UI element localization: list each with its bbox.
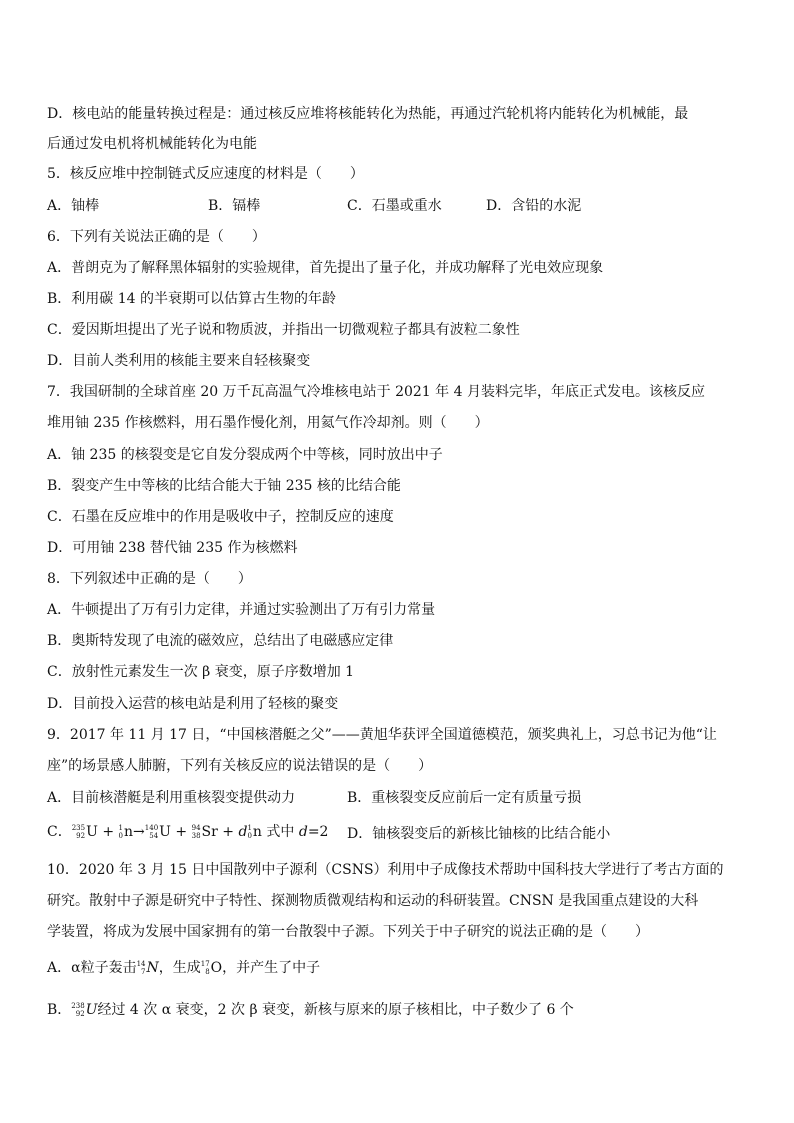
n14-scripts: 14 7 <box>136 960 146 976</box>
q5-option-d: D．含铅的水泥 <box>486 198 582 214</box>
q6-option-c: C．爱因斯坦提出了光子说和物质波，并指出一切微观粒子都具有波粒二象性 <box>47 322 520 338</box>
q10-option-a: A．α粒子轰击 14 7 N，生成 17 8 O，并产生了中子 <box>47 960 321 976</box>
q9-option-d: D．铀核裂变后的新核比铀核的比结合能小 <box>347 826 611 842</box>
q6-option-d: D．目前人类利用的核能主要来自轻核聚变 <box>47 353 311 369</box>
q6-stem: 6．下列有关说法正确的是（ ） <box>47 229 266 245</box>
q8-option-c: C．放射性元素发生一次 β 衰变，原子序数增加 1 <box>47 664 355 680</box>
q9-stem-line2: 座”的场景感人肺腑，下列有关核反应的说法错误的是（ ） <box>47 758 433 774</box>
q7-option-d: D．可用铀 238 替代铀 235 作为核燃料 <box>47 540 298 556</box>
o17-scripts: 17 8 <box>200 960 210 976</box>
q7-option-a: A．铀 235 的核裂变是它自发分裂成两个中等核，同时放出中子 <box>47 447 443 463</box>
neutron2-symbol: n <box>252 824 262 840</box>
q10-stem-line2: 研究。散射中子源是研究中子特性、探测物质微观结构和运动的科研装置。CNSN 是我国重点建设的大科 <box>47 893 699 909</box>
q7-stem-line1: 7．我国研制的全球首座 20 万千瓦高温气冷堆核电站于 2021 年 4 月装料完毕，年底正式发电。该核反应 <box>47 384 705 400</box>
q7-option-c: C．石墨在反应堆中的作用是吸收中子，控制反应的速度 <box>47 509 394 525</box>
coefficient-d-2: d <box>298 824 308 840</box>
q5-option-b: B．镉棒 <box>208 198 261 214</box>
q10-stem-line1: 10．2020 年 3 月 15 日中国散列中子源利（CSNS）利用中子成像技术帮助中国科技大学进行了考古方面的 <box>47 862 724 878</box>
q5-stem: 5．核反应堆中控制链式反应速度的材料是（ ） <box>47 166 364 182</box>
q8-option-d: D．目前投入运营的核电站是利用了轻核的聚变 <box>47 696 339 712</box>
u238-symbol: U <box>85 1002 98 1018</box>
q4-option-d-line1: D．核电站的能量转换过程是：通过核反应堆将核能转化为热能，再通过汽轮机将内能转化为机械能，最 <box>47 106 689 122</box>
q9-option-c: C． 235 92 U + 1 0 n→ 140 54 U + 94 38 Sr + d 1 0 n 式中 d=2 <box>47 824 329 840</box>
q7-option-b: B．裂变产生中等核的比结合能大于铀 235 核的比结合能 <box>47 478 401 494</box>
q5-option-a: A．铀棒 <box>47 198 100 214</box>
q6-option-a: A．普朗克为了解释黑体辐射的实验规律，首先提出了量子化，并成功解释了光电效应现象 <box>47 260 604 276</box>
q9-option-b: B．重核裂变反应前后一定有质量亏损 <box>347 790 582 806</box>
sr-scripts: 94 38 <box>191 824 201 840</box>
q8-stem: 8．下列叙述中正确的是（ ） <box>47 571 252 587</box>
q9-c-label: C． <box>47 824 72 840</box>
o17-symbol: O <box>210 960 223 976</box>
u238-scripts: 238 92 <box>71 1002 85 1018</box>
q5-option-c: C．石墨或重水 <box>347 198 442 214</box>
n14-symbol: N <box>146 960 159 976</box>
q8-option-b: B．奥斯特发现了电流的磁效应，总结出了电磁感应定律 <box>47 633 394 649</box>
neutron-scripts: 1 0 <box>118 824 124 840</box>
sr-symbol: Sr <box>201 824 218 840</box>
q8-option-a: A．牛顿提出了万有引力定律，并通过实验测出了万有引力常量 <box>47 602 436 618</box>
neutron-symbol: n <box>124 824 134 840</box>
u235-scripts: 235 92 <box>71 824 86 840</box>
q10-stem-line3: 学装置，将成为发展中国家拥有的第一台散裂中子源。下列关于中子研究的说法正确的是（ ） <box>47 924 649 940</box>
q6-option-b: B．利用碳 14 的半衰期可以估算古生物的年龄 <box>47 291 337 307</box>
q7-stem-line2: 堆用铀 235 作核燃料，用石墨作慢化剂，用氦气作冷却剂。则（ ） <box>47 415 489 431</box>
q10-option-b: B． 238 92 U经过 4 次 α 衰变，2 次 β 衰变，新核与原来的原子核相比，中子数少了 6 个 <box>47 1002 574 1018</box>
q4-option-d-line2: 后通过发电机将机械能转化为电能 <box>47 136 257 152</box>
product1-symbol: U <box>159 824 171 840</box>
q9-option-a: A．目前核潜艇是利用重核裂变提供动力 <box>47 790 296 806</box>
neutron2-scripts: 1 0 <box>247 824 252 840</box>
u-symbol: U <box>86 824 98 840</box>
q9-stem-line1: 9．2017 年 11 月 17 日，“中国核潜艇之父”——黄旭华获评全国道德模范，颁奖典礼上，习总书记为他“让 <box>47 727 717 743</box>
reaction-arrow: → <box>133 824 145 840</box>
product1-scripts: 140 54 <box>144 824 159 840</box>
coefficient-d: d <box>238 824 248 840</box>
